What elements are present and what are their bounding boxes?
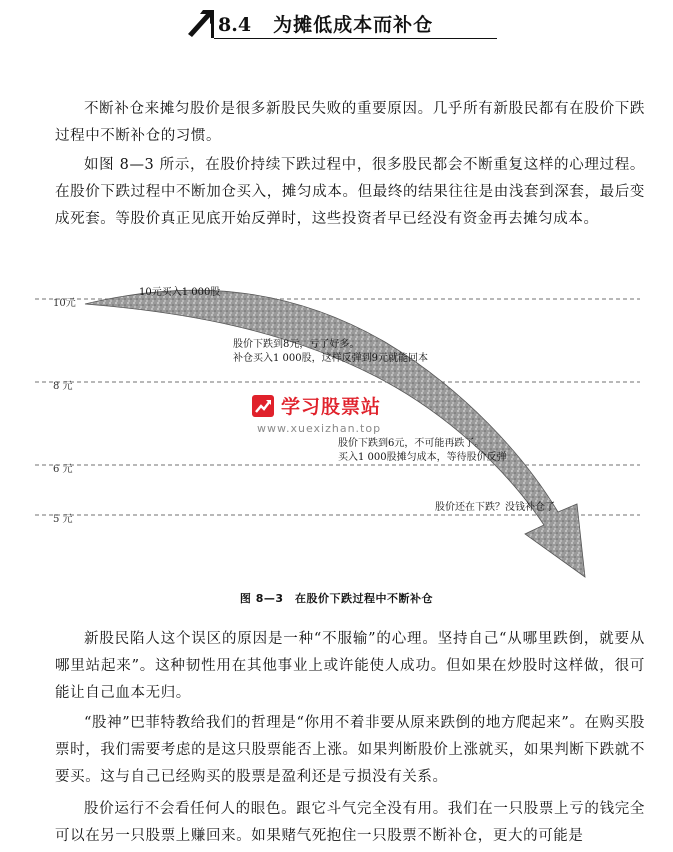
figure-caption: 图 8—3 在股价下跌过程中不断补仓 <box>239 592 434 605</box>
annotation-drop-to-6-line2: 买入1 000股摊匀成本，等待股价反弹 <box>338 452 507 463</box>
watermark-logo <box>252 395 274 417</box>
section-title: 为摊低成本而补仓 <box>273 14 434 36</box>
section-number: 8.4 <box>218 14 252 36</box>
price-label-5: 5 元 <box>53 514 73 525</box>
section-heading <box>186 8 433 38</box>
trend-up-icon <box>252 395 274 417</box>
arrow-mark-icon <box>186 8 216 38</box>
paragraph-buffett: “股神”巴菲特教给我们的哲理是“你用不着非要从原来跌倒的地方爬起来”。在购买股票时，我们需要考虑的是这只股票能否上涨。如果判断股价上涨就买，如果判断下跌就不要买。这与自己已经购买的股票是盈利还是亏损没有关系。 <box>55 715 645 785</box>
paragraph-figure-reference: 如图 8—3 所示，在股价持续下跌过程中，很多股民都会不断重复这样的心理过程。在股价下跌过程中不断加仓买入，摊匀成本。但最终的结果往往是由浅套到深套，最后变成死套。等股价真正见底开始反弹时，这些投资者早已经没有资金再去摊匀成本。 <box>55 157 645 227</box>
annotation-drop-to-6-line1: 股价下跌到6元，不可能再跌了。 <box>338 438 485 449</box>
annotation-buy-at-10: 10元买入1 000股 <box>139 287 221 298</box>
paragraph-market-indifferent: 股价运行不会看任何人的眼色。跟它斗气完全没有用。我们在一只股票上亏的钱完全可以在另一只股票上赚回来。如果赌气死抱住一只股票不断补仓，更大的可能是 <box>55 801 645 844</box>
price-label-6: 6 元 <box>53 464 73 475</box>
annotation-drop-to-8-line1: 股价下跌到8元，亏了好多。 <box>233 339 360 350</box>
watermark-url: www.xuexizhan.top <box>257 422 382 435</box>
figure-8-3 <box>25 272 650 582</box>
price-label-10: 10元 <box>53 298 76 309</box>
paragraph-not-give-up: 新股民陷人这个误区的原因是一种“不服输”的心理。坚持自己“从哪里跌倒，就要从哪里站起来”。这种韧性用在其他事业上或许能使人成功。但如果在炒股时这样做，很可能让自己血本无归。 <box>55 631 645 701</box>
annotation-drop-to-8-line2: 补仓买入1 000股，这样反弹到9元就能回本 <box>233 353 428 364</box>
price-label-8: 8 元 <box>53 381 73 392</box>
annotation-still-falling: 股价还在下跌？没钱补仓了 <box>435 502 555 513</box>
paragraph-intro: 不断补仓来摊匀股价是很多新股民失败的重要原因。几乎所有新股民都有在股价下跌过程中不断补仓的习惯。 <box>55 101 645 144</box>
heading-underline <box>214 38 497 39</box>
watermark-name: 学习股票站 <box>281 396 382 418</box>
